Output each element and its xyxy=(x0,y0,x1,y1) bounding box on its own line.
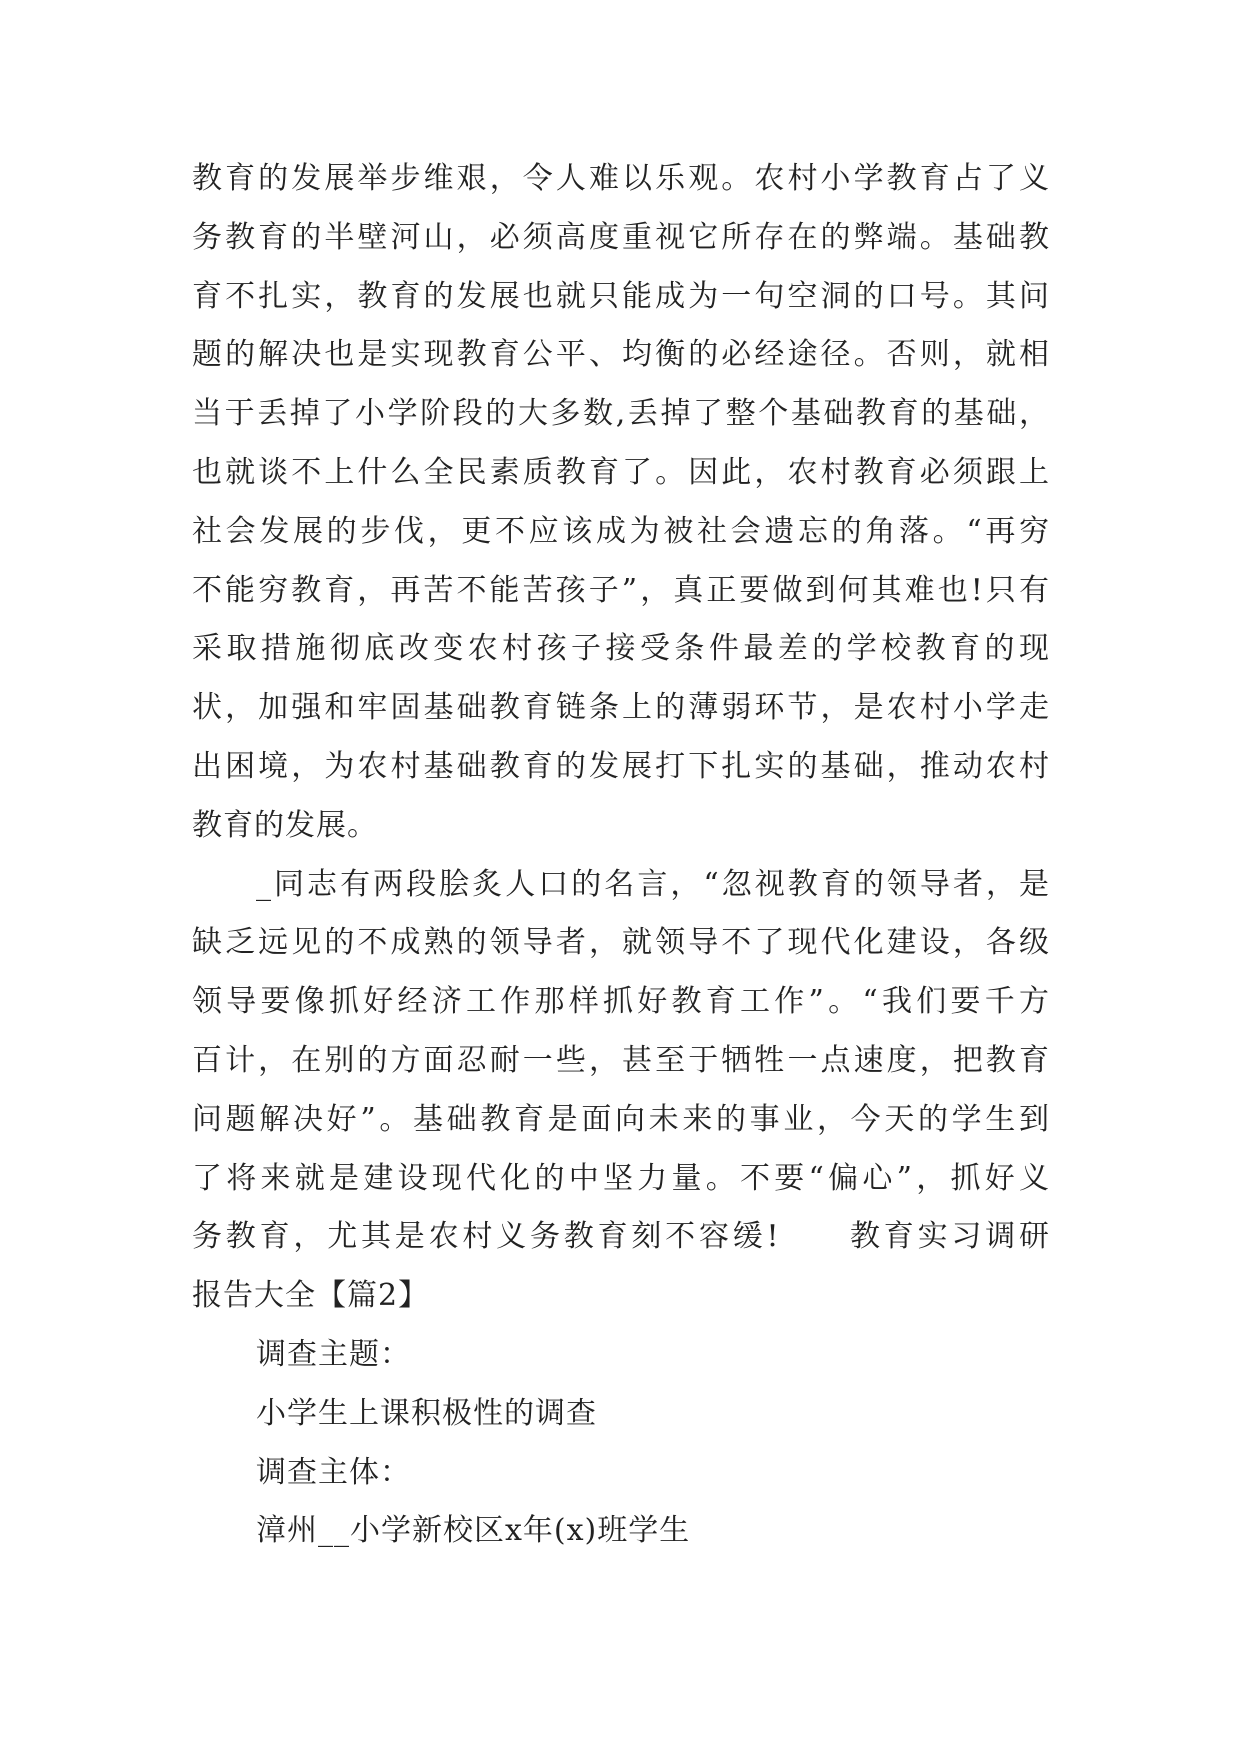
text-line: 出困境，为农村基础教育的发展打下扎实的基础，推动农村 xyxy=(192,748,1050,784)
survey-topic-value-para xyxy=(192,1385,1050,1444)
text-line: 育不扎实，教育的发展也就只能成为一句空洞的口号。其问 xyxy=(192,278,1050,314)
text-line: 缺乏远见的不成熟的领导者，就领导不了现代化建设，各级 xyxy=(192,925,1050,961)
text-line: 题的解决也是实现教育公平、均衡的必经途径。否则，就相 xyxy=(192,337,1050,373)
text-line: 采取措施彻底改变农村孩子接受条件最差的学校教育的现 xyxy=(192,631,1050,667)
survey-subject-value: 漳州__小学新校区x年(x)班学生 xyxy=(256,1513,691,1549)
text-line: 务教育，尤其是农村义务教育刻不容缓! 教育实习调研 xyxy=(192,1219,1050,1255)
survey-topic-label-para xyxy=(192,1326,1050,1385)
text-line: 当于丢掉了小学阶段的大多数,丢掉了整个基础教育的基础， xyxy=(192,396,1050,432)
text-line: 不能穷教育，再苦不能苦孩子”，真正要做到何其难也!只有 xyxy=(192,572,1050,608)
text-line: 务教育的半壁河山，必须高度重视它所存在的弊端。基础教 xyxy=(192,219,1050,255)
text-line: _同志有两段脍炙人口的名言，“忽视教育的领导者，是 xyxy=(256,866,1050,902)
paragraph-leader-quote xyxy=(192,856,1050,1326)
text-line: 社会发展的步伐，更不应该成为被社会遗忘的角落。“再穷 xyxy=(192,513,1050,549)
survey-subject-label-para xyxy=(192,1444,1050,1503)
text-line: 状，加强和牢固基础教育链条上的薄弱环节，是农村小学走 xyxy=(192,690,1050,726)
text-line: 也就谈不上什么全民素质教育了。因此，农村教育必须跟上 xyxy=(192,454,1050,490)
section-heading-part2: 报告大全【篇2】 xyxy=(192,1278,430,1314)
text-line: 百计，在别的方面忍耐一些，甚至于牺牲一点速度，把教育 xyxy=(192,1042,1050,1078)
text-line: 了将来就是建设现代化的中坚力量。不要“偏心”，抓好义 xyxy=(192,1160,1050,1196)
text-line: 领导要像抓好经济工作那样抓好教育工作”。“我们要千方 xyxy=(192,984,1050,1020)
text-line: 教育的发展举步维艰，令人难以乐观。农村小学教育占了义 xyxy=(192,161,1050,196)
paragraph-rural-education xyxy=(192,150,1050,856)
survey-topic-value: 小学生上课积极性的调查 xyxy=(256,1395,597,1431)
survey-subject-value-para xyxy=(192,1502,1050,1561)
survey-subject-label: 调查主体： xyxy=(256,1454,411,1490)
text-line: 教育的发展。 xyxy=(192,807,378,843)
document-page xyxy=(192,150,1050,1561)
text-line: 问题解决好”。基础教育是面向未来的事业，今天的学生到 xyxy=(192,1101,1050,1137)
survey-topic-label: 调查主题： xyxy=(256,1336,411,1372)
